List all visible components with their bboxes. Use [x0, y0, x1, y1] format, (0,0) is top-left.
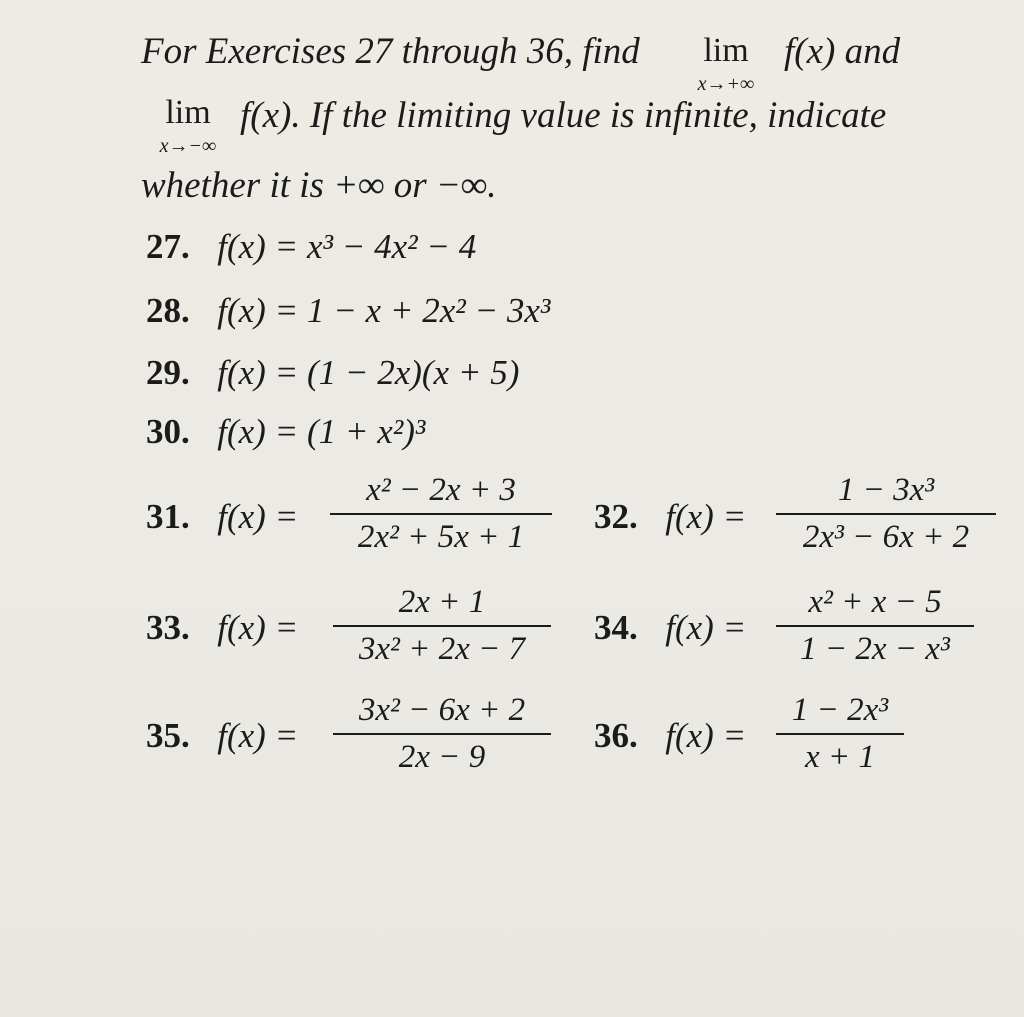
denominator: 3x² + 2x − 7	[358, 631, 526, 667]
lim-subscript-minus: x→−∞	[159, 135, 217, 157]
instruction-line-1a: For Exercises 27 through 36, find	[141, 31, 640, 72]
exercise-lhs: f(x) =	[665, 497, 747, 536]
numerator: 1 − 2x³	[776, 694, 904, 735]
exercise-30	[146, 412, 425, 452]
denominator: 1 − 2x − x³	[800, 631, 950, 667]
numerator: 3x² − 6x + 2	[333, 694, 551, 735]
exercise-number: 31.	[146, 497, 190, 536]
exercise-number: 33.	[146, 608, 190, 647]
denominator: 2x − 9	[398, 739, 486, 775]
exercise-lhs: f(x) =	[217, 353, 299, 392]
exercise-lhs: f(x) =	[217, 608, 299, 647]
exercise-number: 28.	[146, 291, 190, 330]
exercise-35	[146, 716, 298, 756]
fraction-31	[330, 474, 552, 554]
numerator: x² − 2x + 3	[330, 474, 552, 515]
instruction-line-2: f(x). If the limiting value is infinite, indicate	[240, 95, 887, 136]
exercise-expression: x³ − 4x² − 4	[306, 227, 477, 266]
exercise-lhs: f(x) =	[217, 716, 299, 755]
numerator: x² + x − 5	[776, 586, 974, 627]
exercise-33	[146, 608, 298, 648]
exercise-number: 36.	[594, 716, 638, 755]
exercise-number: 34.	[594, 608, 638, 647]
exercise-number: 30.	[146, 412, 190, 451]
limit-minus-infinity	[138, 96, 238, 156]
exercise-number: 32.	[594, 497, 638, 536]
lim-word-2: lim	[165, 94, 211, 131]
fraction-36	[776, 694, 904, 774]
exercise-number: 29.	[146, 353, 190, 392]
exercise-expression: (1 − 2x)(x + 5)	[306, 353, 520, 392]
exercise-34	[594, 608, 746, 648]
exercise-expression: 1 − x + 2x² − 3x³	[306, 291, 551, 330]
exercise-27	[146, 227, 476, 267]
exercise-lhs: f(x) =	[665, 716, 747, 755]
fraction-33	[333, 586, 551, 666]
exercise-31	[146, 497, 298, 537]
instruction-line-3: whether it is +∞ or −∞.	[141, 165, 497, 206]
exercise-36	[594, 716, 746, 756]
instruction-line-1b: f(x) and	[784, 31, 901, 72]
numerator: 1 − 3x³	[776, 474, 996, 515]
exercise-expression: (1 + x²)³	[306, 412, 426, 451]
exercise-lhs: f(x) =	[217, 227, 299, 266]
exercise-28	[146, 291, 550, 331]
fraction-32	[776, 474, 996, 554]
numerator: 2x + 1	[333, 586, 551, 627]
exercise-number: 27.	[146, 227, 190, 266]
denominator: x + 1	[805, 739, 875, 775]
denominator: 2x² + 5x + 1	[357, 519, 525, 555]
exercise-number: 35.	[146, 716, 190, 755]
exercise-29	[146, 353, 519, 393]
exercise-lhs: f(x) =	[217, 412, 299, 451]
denominator: 2x³ − 6x + 2	[802, 519, 970, 555]
fraction-35	[333, 694, 551, 774]
lim-word: lim	[703, 32, 749, 69]
exercise-lhs: f(x) =	[217, 497, 299, 536]
fraction-34	[776, 586, 974, 666]
limit-plus-infinity	[676, 34, 776, 94]
exercise-lhs: f(x) =	[217, 291, 299, 330]
exercise-32	[594, 497, 746, 537]
exercise-lhs: f(x) =	[665, 608, 747, 647]
lim-subscript-plus: x→+∞	[697, 73, 755, 95]
